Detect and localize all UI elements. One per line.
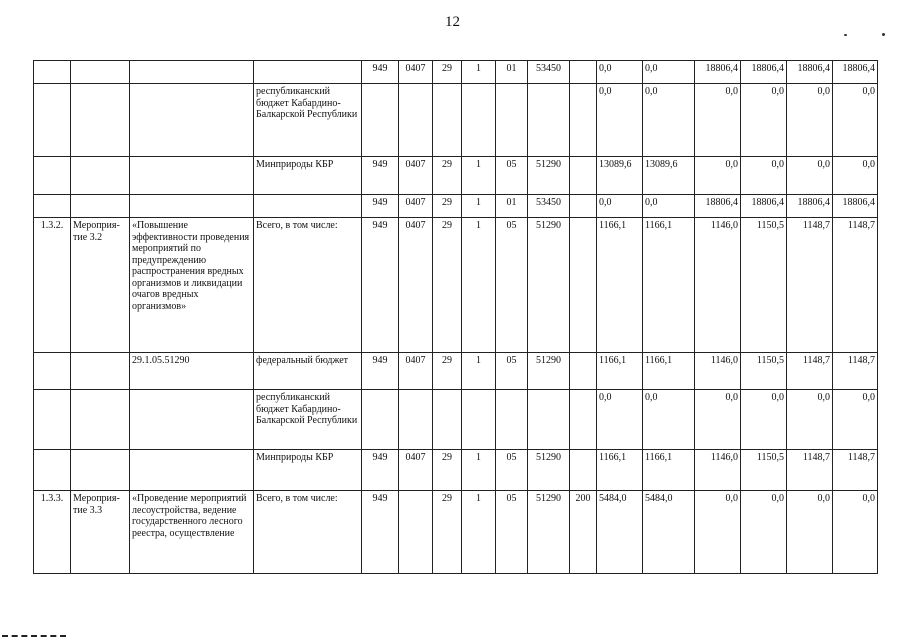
amount-cell-6: 0,0 <box>833 157 878 195</box>
amount-cell-3: 1146,0 <box>695 353 741 390</box>
amount-cell-5: 0,0 <box>787 390 833 450</box>
event-code-cell <box>496 84 528 157</box>
amount-cell-2: 0,0 <box>643 84 695 157</box>
amount-cell-4: 0,0 <box>741 491 787 574</box>
amount-cell-1: 0,0 <box>597 61 643 84</box>
grbs-code-cell <box>362 84 399 157</box>
table-row <box>34 61 878 84</box>
subprogram-code-cell <box>462 390 496 450</box>
subprogram-code-cell: 1 <box>462 195 496 218</box>
program-code-cell: 29 <box>433 450 462 491</box>
event-code-cell: 05 <box>496 450 528 491</box>
grbs-code-cell: 949 <box>362 491 399 574</box>
amount-cell-2: 5484,0 <box>643 491 695 574</box>
row-number-cell <box>34 157 71 195</box>
amount-cell-4: 1150,5 <box>741 450 787 491</box>
grbs-code-cell: 949 <box>362 157 399 195</box>
amount-cell-3: 18806,4 <box>695 61 741 84</box>
amount-cell-5: 18806,4 <box>787 195 833 218</box>
rzpr-code-cell <box>399 390 433 450</box>
amount-cell-3: 1146,0 <box>695 450 741 491</box>
rzpr-code-cell: 0407 <box>399 353 433 390</box>
funding-source-cell: Минприроды КБР <box>254 450 362 491</box>
program-code-cell: 29 <box>433 157 462 195</box>
amount-cell-6: 18806,4 <box>833 61 878 84</box>
amount-cell-5: 1148,7 <box>787 218 833 353</box>
expense-type-code-cell <box>570 195 597 218</box>
amount-cell-6: 1148,7 <box>833 450 878 491</box>
amount-cell-3: 0,0 <box>695 491 741 574</box>
event-code-cell: 05 <box>496 491 528 574</box>
amount-cell-3: 0,0 <box>695 84 741 157</box>
program-code-cell <box>433 390 462 450</box>
subprogram-code-cell: 1 <box>462 157 496 195</box>
activity-name-cell: Мероприя-тие 3.2 <box>71 218 130 353</box>
amount-cell-1: 1166,1 <box>597 450 643 491</box>
activity-name-cell <box>71 353 130 390</box>
activity-description-cell: «Повышение эффективности проведения мероприятий по предупреждению распространения вредных организмов и ликвидации очагов вредных организмов» <box>130 218 254 353</box>
table-row <box>34 450 878 491</box>
amount-cell-4: 18806,4 <box>741 195 787 218</box>
expense-type-code-cell <box>570 450 597 491</box>
subprogram-code-cell: 1 <box>462 491 496 574</box>
rzpr-code-cell <box>399 491 433 574</box>
activity-description-cell <box>130 195 254 218</box>
row-number-cell <box>34 353 71 390</box>
amount-cell-3: 18806,4 <box>695 195 741 218</box>
activity-name-cell <box>71 157 130 195</box>
amount-cell-6: 18806,4 <box>833 195 878 218</box>
amount-cell-1: 5484,0 <box>597 491 643 574</box>
row-number-cell <box>34 61 71 84</box>
amount-cell-2: 1166,1 <box>643 218 695 353</box>
rzpr-code-cell: 0407 <box>399 218 433 353</box>
direction-code-cell: 51290 <box>528 218 570 353</box>
direction-code-cell <box>528 84 570 157</box>
scan-speck <box>844 34 847 36</box>
funding-source-cell: республиканский бюджет Кабардино-Балкарской Республики <box>254 84 362 157</box>
row-number-cell <box>34 84 71 157</box>
program-code-cell: 29 <box>433 218 462 353</box>
amount-cell-1: 13089,6 <box>597 157 643 195</box>
amount-cell-3: 1146,0 <box>695 218 741 353</box>
funding-source-cell <box>254 195 362 218</box>
row-number-cell <box>34 450 71 491</box>
amount-cell-2: 0,0 <box>643 390 695 450</box>
row-number-cell <box>34 195 71 218</box>
funding-source-cell: республиканский бюджет Кабардино-Балкарской Республики <box>254 390 362 450</box>
direction-code-cell: 53450 <box>528 195 570 218</box>
amount-cell-4: 18806,4 <box>741 61 787 84</box>
expense-type-code-cell: 200 <box>570 491 597 574</box>
activity-name-cell: Мероприя-тие 3.3 <box>71 491 130 574</box>
subprogram-code-cell: 1 <box>462 218 496 353</box>
table-row <box>34 157 878 195</box>
grbs-code-cell: 949 <box>362 195 399 218</box>
amount-cell-3: 0,0 <box>695 157 741 195</box>
row-number-cell: 1.3.3. <box>34 491 71 574</box>
subprogram-code-cell: 1 <box>462 353 496 390</box>
funding-source-cell: Всего, в том числе: <box>254 491 362 574</box>
subprogram-code-cell: 1 <box>462 450 496 491</box>
funding-source-cell: Всего, в том числе: <box>254 218 362 353</box>
expense-type-code-cell <box>570 390 597 450</box>
expense-type-code-cell <box>570 353 597 390</box>
activity-name-cell <box>71 195 130 218</box>
rzpr-code-cell: 0407 <box>399 157 433 195</box>
activity-description-cell: 29.1.05.51290 <box>130 353 254 390</box>
activity-name-cell <box>71 390 130 450</box>
event-code-cell: 01 <box>496 195 528 218</box>
amount-cell-6: 1148,7 <box>833 218 878 353</box>
funding-source-cell <box>254 61 362 84</box>
grbs-code-cell: 949 <box>362 450 399 491</box>
subprogram-code-cell: 1 <box>462 61 496 84</box>
expense-type-code-cell <box>570 218 597 353</box>
table-row <box>34 195 878 218</box>
activity-description-cell <box>130 157 254 195</box>
amount-cell-3: 0,0 <box>695 390 741 450</box>
amount-cell-6: 1148,7 <box>833 353 878 390</box>
scan-speck <box>882 33 885 36</box>
amount-cell-6: 0,0 <box>833 491 878 574</box>
program-code-cell: 29 <box>433 195 462 218</box>
amount-cell-1: 1166,1 <box>597 353 643 390</box>
rzpr-code-cell: 0407 <box>399 195 433 218</box>
amount-cell-4: 0,0 <box>741 84 787 157</box>
funding-source-cell: федеральный бюджет <box>254 353 362 390</box>
program-code-cell: 29 <box>433 353 462 390</box>
rzpr-code-cell <box>399 84 433 157</box>
event-code-cell: 05 <box>496 353 528 390</box>
activity-description-cell <box>130 61 254 84</box>
event-code-cell: 05 <box>496 218 528 353</box>
amount-cell-5: 1148,7 <box>787 450 833 491</box>
subprogram-code-cell <box>462 84 496 157</box>
table-row <box>34 491 878 574</box>
amount-cell-2: 13089,6 <box>643 157 695 195</box>
direction-code-cell: 51290 <box>528 157 570 195</box>
activity-name-cell <box>71 61 130 84</box>
amount-cell-1: 0,0 <box>597 195 643 218</box>
direction-code-cell: 51290 <box>528 450 570 491</box>
activity-description-cell <box>130 450 254 491</box>
amount-cell-1: 1166,1 <box>597 218 643 353</box>
program-code-cell: 29 <box>433 61 462 84</box>
amount-cell-4: 1150,5 <box>741 353 787 390</box>
amount-cell-5: 0,0 <box>787 491 833 574</box>
activity-name-cell <box>71 450 130 491</box>
grbs-code-cell: 949 <box>362 353 399 390</box>
amount-cell-2: 0,0 <box>643 61 695 84</box>
amount-cell-2: 0,0 <box>643 195 695 218</box>
table-row <box>34 84 878 157</box>
amount-cell-5: 0,0 <box>787 84 833 157</box>
activity-name-cell <box>71 84 130 157</box>
table-row <box>34 353 878 390</box>
amount-cell-1: 0,0 <box>597 390 643 450</box>
table-row <box>34 390 878 450</box>
budget-table <box>33 60 878 574</box>
amount-cell-2: 1166,1 <box>643 450 695 491</box>
row-number-cell: 1.3.2. <box>34 218 71 353</box>
activity-description-cell <box>130 84 254 157</box>
row-number-cell <box>34 390 71 450</box>
expense-type-code-cell <box>570 84 597 157</box>
amount-cell-5: 1148,7 <box>787 353 833 390</box>
amount-cell-5: 0,0 <box>787 157 833 195</box>
table-row <box>34 218 878 353</box>
amount-cell-4: 1150,5 <box>741 218 787 353</box>
expense-type-code-cell <box>570 157 597 195</box>
amount-cell-6: 0,0 <box>833 84 878 157</box>
grbs-code-cell: 949 <box>362 61 399 84</box>
program-code-cell <box>433 84 462 157</box>
event-code-cell: 05 <box>496 157 528 195</box>
activity-description-cell <box>130 390 254 450</box>
rzpr-code-cell: 0407 <box>399 450 433 491</box>
footer-line <box>2 635 66 639</box>
amount-cell-2: 1166,1 <box>643 353 695 390</box>
grbs-code-cell: 949 <box>362 218 399 353</box>
direction-code-cell <box>528 390 570 450</box>
activity-description-cell: «Проведение мероприятий лесоустройства, ведение государственного лесного реестра, осуществление <box>130 491 254 574</box>
amount-cell-6: 0,0 <box>833 390 878 450</box>
amount-cell-1: 0,0 <box>597 84 643 157</box>
event-code-cell: 01 <box>496 61 528 84</box>
amount-cell-4: 0,0 <box>741 157 787 195</box>
amount-cell-4: 0,0 <box>741 390 787 450</box>
rzpr-code-cell: 0407 <box>399 61 433 84</box>
funding-source-cell: Минприроды КБР <box>254 157 362 195</box>
expense-type-code-cell <box>570 61 597 84</box>
event-code-cell <box>496 390 528 450</box>
grbs-code-cell <box>362 390 399 450</box>
page-number: 12 <box>445 14 460 30</box>
direction-code-cell: 51290 <box>528 491 570 574</box>
program-code-cell: 29 <box>433 491 462 574</box>
direction-code-cell: 51290 <box>528 353 570 390</box>
direction-code-cell: 53450 <box>528 61 570 84</box>
amount-cell-5: 18806,4 <box>787 61 833 84</box>
